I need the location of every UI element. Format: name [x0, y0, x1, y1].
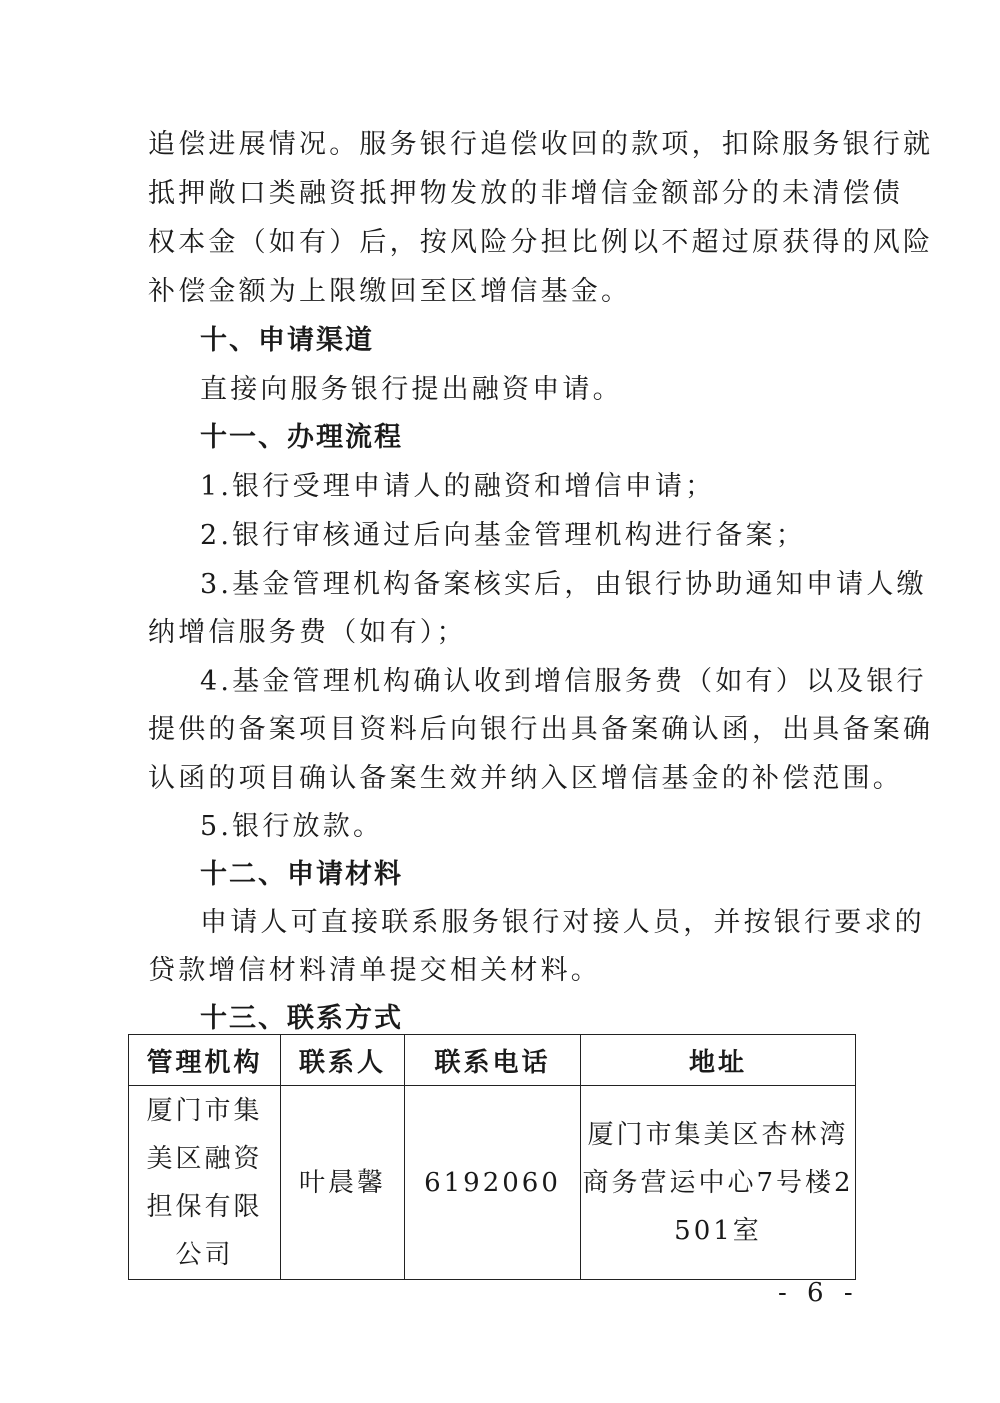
header-phone: 联系电话	[405, 1035, 581, 1086]
list-item: 3.基金管理机构备案核实后，由银行协助通知申请人缴	[200, 569, 927, 600]
org-line: 公司	[175, 1239, 234, 1270]
address-line: 商务营运中心7号楼2	[582, 1167, 854, 1198]
cell-phone: 6192060	[405, 1086, 581, 1280]
list-item-continuation: 认函的项目确认备案生效并纳入区增信基金的补偿范围。	[148, 763, 903, 794]
header-contact: 联系人	[281, 1035, 405, 1086]
section-heading-12: 十二、申请材料	[200, 859, 403, 890]
paragraph-line: 贷款增信材料清单提交相关材料。	[148, 955, 601, 986]
paragraph-line: 补偿金额为上限缴回至区增信基金。	[148, 276, 632, 307]
list-item: 5.银行放款。	[200, 811, 384, 842]
org-line: 担保有限	[146, 1191, 263, 1222]
org-line: 美区融资	[146, 1143, 263, 1174]
paragraph-line: 权本金（如有）后，按风险分担比例以不超过原获得的风险	[148, 227, 934, 258]
list-item: 4.基金管理机构确认收到增信服务费（如有）以及银行	[200, 666, 927, 697]
section-heading-13: 十三、联系方式	[200, 1003, 403, 1034]
paragraph-line: 追偿进展情况。服务银行追偿收回的款项，扣除服务银行就	[148, 129, 934, 160]
table-header-row	[129, 1035, 856, 1086]
page-number: - 6 -	[778, 1278, 859, 1308]
cell-contact: 叶晨馨	[281, 1086, 405, 1280]
header-address: 地址	[581, 1035, 856, 1086]
section-heading-10: 十、申请渠道	[200, 325, 374, 356]
table-row	[129, 1086, 856, 1280]
address-line: 厦门市集美区杏林湾	[587, 1119, 849, 1150]
address-line: 501室	[674, 1215, 762, 1246]
paragraph-line: 直接向服务银行提出融资申请。	[200, 374, 623, 405]
list-item: 2.银行审核通过后向基金管理机构进行备案；	[200, 520, 806, 551]
list-item-continuation: 提供的备案项目资料后向银行出具备案确认函，出具备案确	[148, 714, 934, 745]
org-line: 厦门市集	[146, 1095, 263, 1126]
paragraph-line: 申请人可直接联系服务银行对接人员，并按银行要求的	[200, 907, 925, 938]
contact-table	[128, 1034, 856, 1280]
list-item-continuation: 纳增信服务费（如有）；	[148, 617, 467, 648]
section-heading-11: 十一、办理流程	[200, 422, 403, 453]
cell-address	[581, 1086, 856, 1280]
cell-org	[129, 1086, 281, 1280]
paragraph-line: 抵押敞口类融资抵押物发放的非增信金额部分的未清偿债	[148, 178, 903, 209]
list-item: 1.银行受理申请人的融资和增信申请；	[200, 471, 716, 502]
header-org: 管理机构	[129, 1035, 281, 1086]
